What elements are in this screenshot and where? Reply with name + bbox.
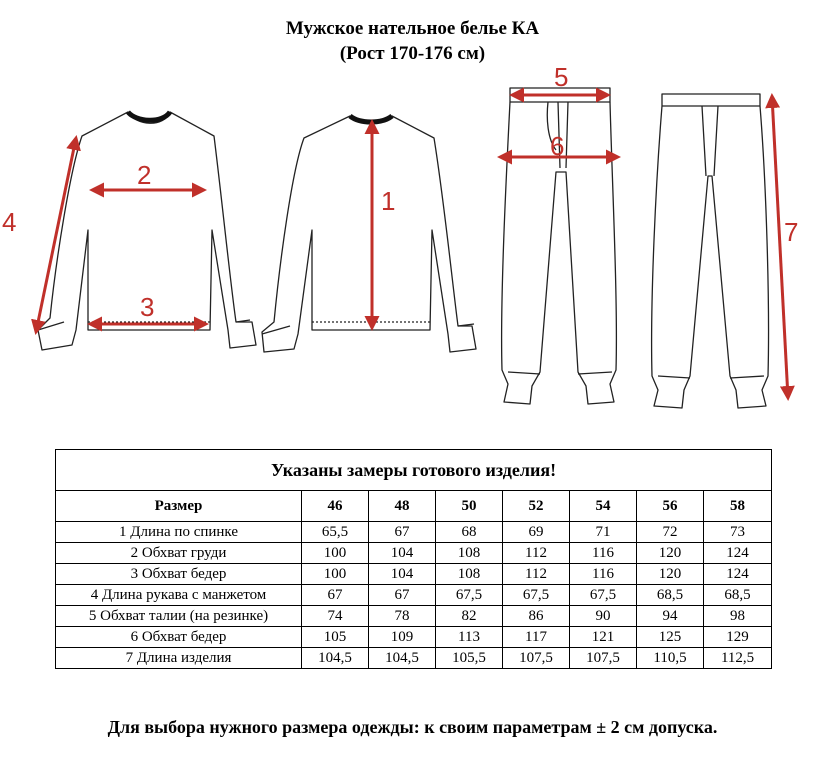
table-cell: 69 xyxy=(503,522,570,543)
measure-label-3: 3 xyxy=(140,292,155,322)
table-row xyxy=(56,585,772,606)
table-cell: 107,5 xyxy=(503,648,570,669)
trousers-back-outline xyxy=(652,94,769,408)
table-cell: 68,5 xyxy=(637,585,704,606)
table-row xyxy=(56,564,772,585)
table-header-row xyxy=(56,491,772,522)
table-cell: 100 xyxy=(302,564,369,585)
table-cell: 67,5 xyxy=(570,585,637,606)
size-header-56: 56 xyxy=(637,491,704,522)
measure-label-1: 1 xyxy=(381,186,396,216)
table-row xyxy=(56,543,772,564)
row-label: 5 Обхват талии (на резинке) xyxy=(56,606,302,627)
row-label: 2 Обхват груди xyxy=(56,543,302,564)
table-cell: 90 xyxy=(570,606,637,627)
row-label: 7 Длина изделия xyxy=(56,648,302,669)
measure-label-4: 4 xyxy=(2,207,17,237)
table-cell: 120 xyxy=(637,564,704,585)
table-cell: 116 xyxy=(570,564,637,585)
table-row xyxy=(56,606,772,627)
table-row xyxy=(56,648,772,669)
size-table-container xyxy=(55,449,771,669)
table-cell: 113 xyxy=(436,627,503,648)
table-cell: 67 xyxy=(302,585,369,606)
table-cell: 112,5 xyxy=(704,648,772,669)
table-cell: 108 xyxy=(436,564,503,585)
table-cell: 67 xyxy=(369,522,436,543)
measure-label-6: 6 xyxy=(550,131,565,161)
table-cell: 104 xyxy=(369,564,436,585)
row-label: 1 Длина по спинке xyxy=(56,522,302,543)
table-cell: 74 xyxy=(302,606,369,627)
measure-label-2: 2 xyxy=(137,160,152,190)
size-header-48: 48 xyxy=(369,491,436,522)
table-cell: 86 xyxy=(503,606,570,627)
table-cell: 105,5 xyxy=(436,648,503,669)
table-cell: 129 xyxy=(704,627,772,648)
size-table xyxy=(55,449,772,669)
table-cell: 124 xyxy=(704,543,772,564)
row-label: 4 Длина рукава с манжетом xyxy=(56,585,302,606)
table-cell: 94 xyxy=(637,606,704,627)
measure-line-7 xyxy=(772,96,788,398)
table-row xyxy=(56,627,772,648)
measure-line-4 xyxy=(36,138,76,332)
table-cell: 78 xyxy=(369,606,436,627)
table-cell: 72 xyxy=(637,522,704,543)
size-header-54: 54 xyxy=(570,491,637,522)
table-cell: 105 xyxy=(302,627,369,648)
table-cell: 104,5 xyxy=(369,648,436,669)
table-cell: 110,5 xyxy=(637,648,704,669)
row-label: 6 Обхват бедер xyxy=(56,627,302,648)
table-cell: 104,5 xyxy=(302,648,369,669)
table-cell: 98 xyxy=(704,606,772,627)
table-cell: 67,5 xyxy=(503,585,570,606)
measure-label-7: 7 xyxy=(784,217,799,247)
page-subtitle: (Рост 170-176 см) xyxy=(339,43,486,64)
table-row xyxy=(56,522,772,543)
table-cell: 109 xyxy=(369,627,436,648)
size-tolerance-note: Для выбора нужного размера одежды: к своим параметрам ± 2 см допуска. xyxy=(107,717,718,737)
table-cell: 104 xyxy=(369,543,436,564)
table-cell: 65,5 xyxy=(302,522,369,543)
table-cell: 112 xyxy=(503,543,570,564)
table-cell: 125 xyxy=(637,627,704,648)
size-header-58: 58 xyxy=(704,491,772,522)
size-column-header: Размер xyxy=(56,491,302,522)
table-cell: 117 xyxy=(503,627,570,648)
size-header-52: 52 xyxy=(503,491,570,522)
table-cell: 73 xyxy=(704,522,772,543)
table-cell: 108 xyxy=(436,543,503,564)
shirt-back-outline xyxy=(262,116,476,352)
size-header-50: 50 xyxy=(436,491,503,522)
table-cell: 68 xyxy=(436,522,503,543)
table-cell: 112 xyxy=(503,564,570,585)
page-title: Мужское нательное белье КА xyxy=(285,18,540,39)
table-caption: Указаны замеры готового изделия! xyxy=(56,450,772,491)
table-cell: 120 xyxy=(637,543,704,564)
table-cell: 82 xyxy=(436,606,503,627)
size-header-46: 46 xyxy=(302,491,369,522)
table-cell: 71 xyxy=(570,522,637,543)
measure-label-5: 5 xyxy=(554,62,569,92)
table-cell: 121 xyxy=(570,627,637,648)
table-cell: 67,5 xyxy=(436,585,503,606)
table-cell: 107,5 xyxy=(570,648,637,669)
table-cell: 67 xyxy=(369,585,436,606)
table-cell: 100 xyxy=(302,543,369,564)
table-body xyxy=(56,522,772,669)
row-label: 3 Обхват бедер xyxy=(56,564,302,585)
table-cell: 68,5 xyxy=(704,585,772,606)
table-cell: 116 xyxy=(570,543,637,564)
table-cell: 124 xyxy=(704,564,772,585)
